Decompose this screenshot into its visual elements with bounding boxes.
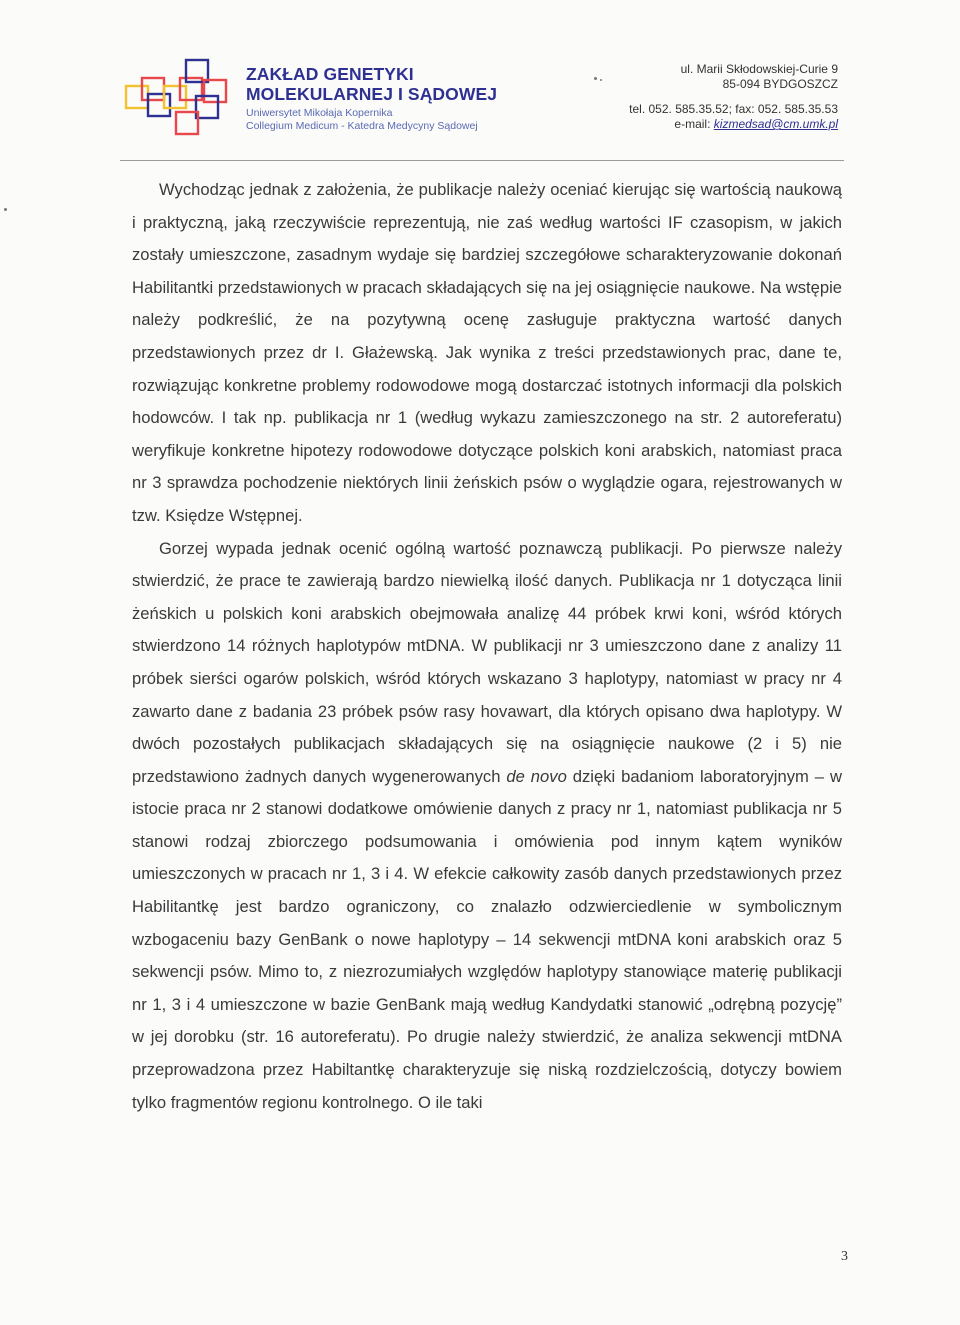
paragraph-2-part-2: dzięki badaniom laboratoryjnym – w istocie praca nr 2 stanowi dodatkowe omówienie danych z pracy nr 1, natomiast publikacja nr 5 stanowi rodzaj zbiorczego podsumowania i omówienia pod innym kątem wyników umieszczonych w pracach nr 1, 3 i 4. W efekcie całkowity zasób danych przedstawionych przez Habilitantkę jest bardzo ograniczony, co znalazło odzwierciedlenie w symbolicznym wzbogaceniu bazy GenBank o nowe haplotypy – 14 sekwencji mtDNA koni arabskich oraz 5 sekwencji psów. Mimo to, z niezrozumiałych względów haplotypy stanowiące materię publikacji nr 1, 3 i 4 umieszczone w bazie GenBank mają według Kandydatki stanowić „odrębną pozycję” w jej dorobku (str. 16 autoreferatu). Po drugie należy stwierdzić, że analiza sekwencji mtDNA przeprowadzona przez Habiltantkę charakteryzuje się niską rozdzielczością, dotyczy bowiem tylko fragmentów regionu kontrolnego. O ile taki <box>132 766 842 1112</box>
department-name: Collegium Medicum - Katedra Medycyny Sądowej <box>246 120 478 132</box>
institution-block <box>246 64 497 133</box>
institution-name-line1: ZAKŁAD GENETYKI <box>246 64 414 84</box>
phone-fax: tel. 052. 585.35.52; fax: 052. 585.35.53 <box>629 102 838 116</box>
page-number: 3 <box>841 1249 848 1264</box>
scan-speck <box>600 79 602 81</box>
paragraph-2 <box>132 533 842 1120</box>
city-address: 85-094 BYDGOSZCZ <box>722 77 838 91</box>
de-novo-italic: de novo <box>506 766 567 786</box>
email-label: e-mail: <box>674 117 711 131</box>
paragraph-1: Wychodząc jednak z założenia, że publikacje należy oceniać kierując się wartością naukową i praktyczną, jaką rzeczywiście reprezentują, nie zaś według wartości IF czasopism, w jakich zostały umieszczone, zasadnym wydaje się bardziej szczegółowe scharakteryzowanie dokonań Habilitantki przedstawionych w pracach składających się na jej osiągnięcie naukowe. Na wstępie należy podkreślić, że na pozytywną ocenę zasługuje praktyczna wartość danych przedstawionych przez dr I. Głażewską. Jak wynika z treści przedstawionych prac, dane te, rozwiązując konkretne problemy rodowodowe mogą dostarczać istotnych informacji dla polskich hodowców. I tak np. publikacja nr 1 (według wykazu zamieszczonego na str. 2 autoreferatu) weryfikuje konkretne hipotezy rodowodowe dotyczące polskich koni arabskich, natomiast praca nr 3 sprawdza pochodzenie niektórych linii żeńskich psów o wyglądzie ogara, rejestrowanych w tzw. Księdze Wstępnej. <box>132 180 842 525</box>
paragraph-2-part-1: Gorzej wypada jednak ocenić ogólną wartość poznawczą publikacji. Po pierwsze należy stwierdzić, że prace te zawierają bardzo niewielką ilość danych. Publikacja nr 1 dotycząca linii żeńskich u polskich koni arabskich obejmowała analizę 44 próbek krwi koni, wśród których stwierdzono 14 różnych haplotypów mtDNA. W publikacji nr 3 umieszczono dane z analizy 11 próbek sierści ogarów polskich, wśród których wskazano 3 haplotypy, natomiast w pracy nr 4 zawarto dane z badania 23 próbek psów rasy hovawart, dla których opisano dwa haplotypy. W dwóch pozostałych publikacjach składających się na osiągnięcie naukowe (2 i 5) nie przedstawiono żadnych danych wygenerowanych <box>132 538 842 786</box>
institution-name-line2: MOLEKULARNEJ I SĄDOWEJ <box>246 84 498 104</box>
institution-logo <box>122 52 234 147</box>
letter-body <box>132 174 842 1119</box>
email-line <box>629 117 838 132</box>
street-address: ul. Marii Skłodowskiej-Curie 9 <box>680 62 838 76</box>
scan-speck <box>4 208 7 211</box>
scan-speck <box>594 77 597 80</box>
university-name: Uniwersytet Mikołaja Kopernika <box>246 107 393 119</box>
email-link[interactable]: kizmedsad@cm.umk.pl <box>713 117 838 131</box>
header-divider <box>120 160 844 161</box>
contact-block <box>629 62 838 132</box>
dna-squares-logo-icon <box>122 52 234 142</box>
